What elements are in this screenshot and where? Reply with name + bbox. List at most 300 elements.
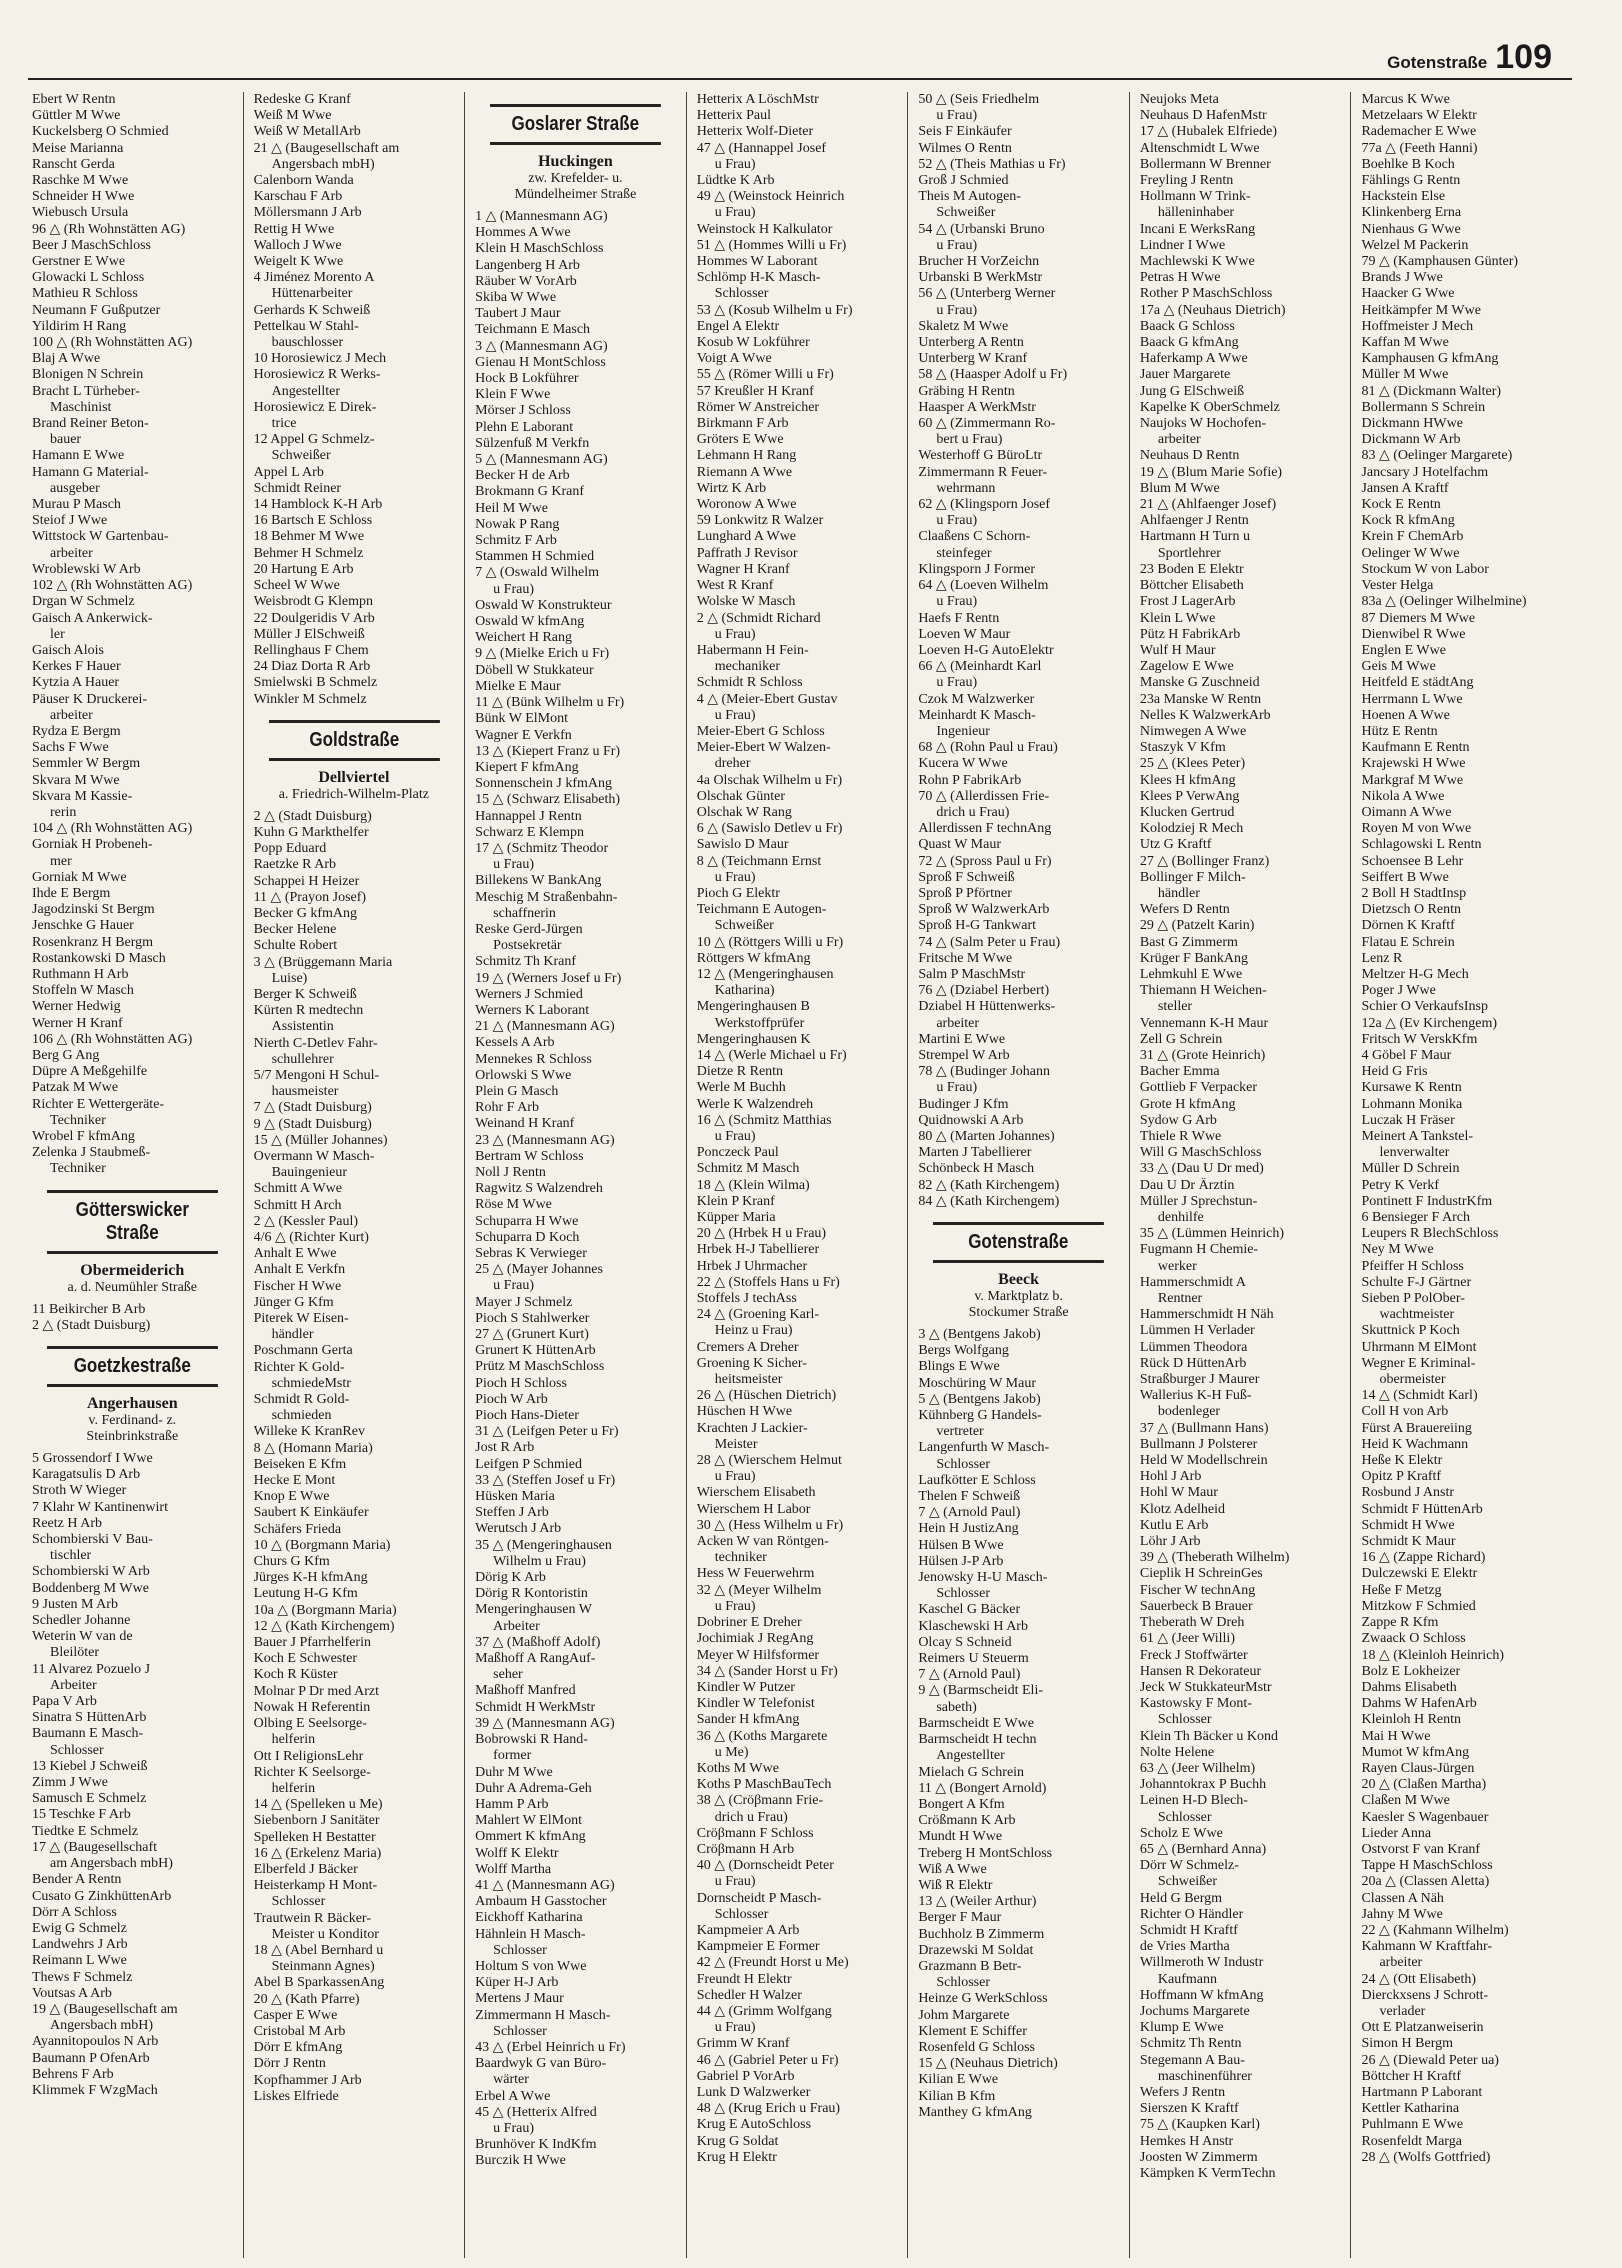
directory-entry: 3 △ (Brüggemann Maria <box>253 954 393 970</box>
directory-entry: Kerkes F Hauer <box>32 659 121 675</box>
directory-entry: 19 △ (Baugesellschaft am <box>32 2001 178 2017</box>
directory-entry: Berg G Ang <box>32 1047 100 1063</box>
directory-entry: Fugmann H Chemie- <box>1139 1242 1259 1258</box>
directory-entry: 18 Behmer M Wwe <box>253 529 365 545</box>
directory-entry: Baumann E Masch- <box>32 1726 144 1742</box>
directory-entry: Schweißer <box>714 918 774 934</box>
directory-entry: Meschig M Straßenbahn- <box>475 889 618 905</box>
directory-entry: Kucera W Wwe <box>918 756 1008 772</box>
directory-entry: Kaufmann <box>1157 1971 1217 1987</box>
directory-entry: Zimmermann R Feuer- <box>918 464 1048 480</box>
directory-entry: 43 △ (Erbel Heinrich u Fr) <box>475 2039 626 2055</box>
directory-entry: Trautwein R Bäcker- <box>253 1910 371 1926</box>
directory-entry: 9 △ (Mielke Erich u Fr) <box>475 646 610 662</box>
directory-entry: 70 △ (Allerdissen Frie- <box>918 788 1050 804</box>
directory-entry: 2 △ (Schmidt Richard <box>696 610 821 626</box>
directory-entry: 23 △ (Mannesmann AG) <box>475 1132 615 1148</box>
directory-entry: Acken W van Röntgen- <box>696 1534 829 1550</box>
directory-entry: Mengeringhausen B <box>696 999 810 1015</box>
directory-entry: Stegemann A Bau- <box>1139 2052 1245 2068</box>
directory-entry: 20 △ (Kath Pfarre) <box>253 1991 360 2007</box>
directory-entry: 15 △ (Neuhaus Dietrich) <box>918 2056 1058 2072</box>
directory-entry: Nikola A Wwe <box>1361 788 1445 804</box>
directory-entry: Mai H Wwe <box>1361 1728 1431 1744</box>
directory-entry: Kopfhammer J Arb <box>253 2072 362 2088</box>
directory-entry: Reimers U Steuerm <box>918 1651 1029 1667</box>
directory-entry: Rohr F Arb <box>475 1100 539 1116</box>
directory-entry: Müller J Sprechstun- <box>1139 1193 1258 1209</box>
directory-entry: Ragwitz S Walzendreh <box>475 1181 603 1197</box>
directory-entry: Nowak P Rang <box>475 516 560 532</box>
directory-entry: Zagelow E Wwe <box>1139 659 1234 675</box>
directory-entry: Lunghard A Wwe <box>696 529 797 545</box>
directory-entry: Angestellter <box>271 383 340 399</box>
directory-entry: Jost R Arb <box>475 1440 535 1456</box>
directory-entry: Werners K Laborant <box>475 1002 590 1018</box>
directory-entry: Haferkamp A Wwe <box>1139 351 1248 367</box>
directory-entry: Glowacki L Schloss <box>32 270 145 286</box>
directory-entry: 23a Manske W Rentn <box>1139 691 1262 707</box>
directory-entry: Krachten J Lackier- <box>696 1420 808 1436</box>
directory-entry: Kutlu E Arb <box>1139 1517 1209 1533</box>
directory-entry: Hannappel J Rentn <box>475 808 582 824</box>
directory-entry: Schmidt F HüttenArb <box>1361 1501 1483 1517</box>
directory-entry: 49 △ (Weinstock Heinrich <box>696 189 845 205</box>
directory-entry: Schäfers Frieda <box>253 1521 342 1537</box>
directory-entry: Rellinghaus F Chem <box>253 642 369 658</box>
directory-entry: Bauer J Pfarrhelferin <box>253 1635 371 1651</box>
column-7 <box>1350 92 1572 2258</box>
street-section <box>32 1190 233 1296</box>
directory-entry: Klein F Wwe <box>475 387 551 403</box>
directory-entry: Schmidt K Maur <box>1361 1534 1456 1550</box>
directory-entry: Theis M Autogen- <box>918 189 1021 205</box>
directory-entry: Hetterix A LöschMstr <box>696 92 819 107</box>
directory-entry: drich u Frau) <box>936 804 1010 820</box>
directory-entry: Bolz E Lokheizer <box>1361 1663 1461 1679</box>
directory-entry: Willeke K KranRev <box>253 1424 365 1440</box>
directory-entry: obermeister <box>1379 1372 1446 1388</box>
directory-entry: Schönbeck H Masch <box>918 1161 1035 1177</box>
directory-entry: Hamann G Material- <box>32 464 149 480</box>
directory-entry: Sauerbeck B Brauer <box>1139 1598 1253 1614</box>
directory-entry: Oelinger W Wwe <box>1361 545 1460 561</box>
directory-entry: Sülzenfuß M Verkfn <box>475 435 590 451</box>
directory-entry: 4 △ (Meier-Ebert Gustav <box>696 691 838 707</box>
directory-entry: Claaßens C Schorn- <box>918 529 1031 545</box>
directory-entry: Bauingenieur <box>271 1165 347 1181</box>
directory-entry: Stroth W Wieger <box>32 1483 127 1499</box>
directory-entry: Zimmermann H Masch- <box>475 2007 611 2023</box>
directory-entry: Schmidt Reiner <box>253 480 342 496</box>
directory-entry: Drgan W Schmelz <box>32 594 135 610</box>
directory-entry: Schedler Johanne <box>32 1613 131 1629</box>
directory-entry: 7 Klahr W Kantinenwirt <box>32 1499 168 1515</box>
directory-entry: Wittstock W Gartenbau- <box>32 529 169 545</box>
directory-entry: Rück D HüttenArb <box>1139 1355 1247 1371</box>
directory-entry: 57 Kreußler H Kranf <box>696 383 814 399</box>
directory-entry: 37 △ (Bullmann Hans) <box>1139 1420 1269 1436</box>
directory-entry: 68 △ (Rohn Paul u Frau) <box>918 740 1058 756</box>
directory-entry: Hüsken Maria <box>475 1489 555 1505</box>
directory-entry: u Frau) <box>714 2020 756 2036</box>
directory-entry: 5 △ (Bentgens Jakob) <box>918 1391 1041 1407</box>
directory-entry: Skvara M Wwe <box>32 772 120 788</box>
directory-entry: 13 △ (Kiepert Franz u Fr) <box>475 743 621 759</box>
directory-entry: Schweißer <box>936 205 996 221</box>
directory-entry: Schmidt R Schloss <box>696 675 803 691</box>
directory-entry: Olschak Günter <box>696 788 785 804</box>
directory-entry: Koch R Küster <box>253 1667 338 1683</box>
directory-entry: Boddenberg M Wwe <box>32 1580 149 1596</box>
directory-entry: Blaj A Wwe <box>32 351 101 367</box>
directory-entry: Arbeiter <box>493 1618 540 1634</box>
directory-entry: Teichmann E Autogen- <box>696 902 827 918</box>
directory-entry: Rettig H Wwe <box>253 221 335 237</box>
directory-entry: Leifgen P Schmied <box>475 1456 582 1472</box>
directory-entry: Anhalt E Verkfn <box>253 1262 346 1278</box>
directory-entry: Pioch G Elektr <box>696 885 780 901</box>
directory-entry: 16 △ (Erkelenz Maria) <box>253 1845 382 1861</box>
directory-entry: Burczik H Wwe <box>475 2153 566 2169</box>
directory-entry: Schlosser <box>714 286 769 302</box>
directory-entry: Reimann L Wwe <box>32 1953 127 1969</box>
directory-entry: Pontinett F IndustrKfm <box>1361 1193 1493 1209</box>
directory-entry: u Frau) <box>936 675 978 691</box>
directory-entry: Weiß M Wwe <box>253 108 332 124</box>
directory-entry: 64 △ (Loeven Wilhelm <box>918 578 1049 594</box>
directory-entry: Grazmann B Betr- <box>918 1958 1022 1974</box>
directory-entry: 6 △ (Sawislo Detlev u Fr) <box>696 821 843 837</box>
directory-entry: Paffrath J Revisor <box>696 545 798 561</box>
directory-entry: Kindler W Putzer <box>696 1679 795 1695</box>
directory-entry: 74 △ (Salm Peter u Frau) <box>918 934 1061 950</box>
directory-entry: 50 △ (Seis Friedhelm <box>918 92 1040 107</box>
street-section <box>918 1222 1119 1321</box>
directory-entry: Meinert A Tankstel- <box>1361 1129 1473 1144</box>
directory-entry: Becker G kfmAng <box>253 905 357 921</box>
directory-entry: 45 △ (Hetterix Alfred <box>475 2104 597 2120</box>
directory-entry: Cröβmann F Schloss <box>696 1825 814 1841</box>
directory-entry: Becker Helene <box>253 922 337 938</box>
directory-entry: Hommes A Wwe <box>475 225 571 241</box>
directory-entry: Jünger G Kfm <box>253 1294 334 1310</box>
directory-entry: Kessels A Arb <box>475 1035 555 1051</box>
directory-entry: 1 △ (Mannesmann AG) <box>475 209 608 224</box>
directory-entry: Schmidt H Wwe <box>1361 1517 1455 1533</box>
directory-entry: Kiepert F kfmAng <box>475 759 579 775</box>
directory-entry: Hähnlein H Masch- <box>475 1926 586 1942</box>
directory-entry: Grimm W Kranf <box>696 2036 790 2052</box>
directory-entry: Haefs F Rentn <box>918 610 1000 626</box>
directory-entry: Hackstein Else <box>1361 189 1446 205</box>
directory-entry: Ingenieur <box>936 723 990 739</box>
directory-entry: Hammerschmidt H Näh <box>1139 1307 1274 1323</box>
directory-entry: Ostvorst F van Kranf <box>1361 1841 1481 1857</box>
directory-entry: Geis M Wwe <box>1361 659 1436 675</box>
directory-entry: 18 △ (Klein Wilma) <box>696 1177 810 1193</box>
directory-entry: Dickmann W Arb <box>1361 432 1461 448</box>
directory-entry: wärter <box>493 2072 529 2088</box>
street-range: Stockumer Straße <box>968 1305 1069 1321</box>
directory-entry: Liskes Elfriede <box>253 2088 339 2104</box>
street-title: Götterswicker Straße <box>47 1190 217 1254</box>
directory-entry: Krug E AutoSchloss <box>696 2117 812 2133</box>
directory-entry: Schmidt H WerkMstr <box>475 1699 596 1715</box>
directory-entry: 13 △ (Weiler Arthur) <box>918 1894 1037 1910</box>
directory-entry: Bracht L Türheber- <box>32 383 140 399</box>
directory-entry: Werutsch J Arb <box>475 1521 562 1537</box>
directory-entry: 78 △ (Budinger Johann <box>918 1064 1051 1080</box>
directory-entry: Ahlfaenger J Rentn <box>1139 513 1249 529</box>
directory-entry: Neumann F Gußputzer <box>32 302 161 318</box>
directory-entry: 26 △ (Hüschen Dietrich) <box>696 1388 837 1404</box>
directory-entry: Krug H Elektr <box>696 2149 777 2165</box>
directory-entry: u Frau) <box>714 869 756 885</box>
directory-entry: Lehmann H Rang <box>696 448 797 464</box>
directory-entry: Wilmes O Rentn <box>918 140 1012 156</box>
directory-entry: Röttgers W kfmAng <box>696 950 811 966</box>
directory-entry: 11 Alvarez Pozuelo J <box>32 1661 151 1677</box>
directory-entry: bert u Frau) <box>936 432 1003 448</box>
directory-entry: Thews F Schmelz <box>32 1969 133 1985</box>
directory-entry: Nowak H Referentin <box>253 1699 371 1715</box>
directory-entry: Dulczewski E Elektr <box>1361 1566 1478 1582</box>
directory-entry: Vester Helga <box>1361 578 1434 594</box>
directory-entry: 30 △ (Hess Wilhelm u Fr) <box>696 1517 844 1533</box>
directory-entry: Tappe H MaschSchloss <box>1361 1858 1493 1874</box>
directory-entry: 75 △ (Kaupken Karl) <box>1139 2117 1260 2133</box>
directory-entry: Hrbek H-J Tabellierer <box>696 1242 820 1258</box>
directory-entry: Haasper A WerkMstr <box>918 399 1036 415</box>
directory-entry: Herrmann L Wwe <box>1361 691 1463 707</box>
directory-entry: Schlosser <box>1157 1809 1212 1825</box>
directory-entry: 72 △ (Spross Paul u Fr) <box>918 853 1052 869</box>
directory-entry: Beer J MaschSchloss <box>32 237 151 253</box>
directory-entry: Wegner E Kriminal- <box>1361 1355 1476 1371</box>
directory-entry: drich u Frau) <box>714 1809 788 1825</box>
directory-entry: Quast W Maur <box>918 837 1002 853</box>
directory-entry: Kapelke K OberSchmelz <box>1139 399 1280 415</box>
directory-entry: Werner H Kranf <box>32 1015 123 1031</box>
directory-entry: Wallerius K-H Fuß- <box>1139 1388 1252 1404</box>
directory-entry: Hollmann W Trink- <box>1139 189 1251 205</box>
directory-entry: 24 △ (Groening Karl- <box>696 1307 820 1323</box>
directory-entry: Poger J Wwe <box>1361 983 1436 999</box>
directory-entry: Churs G Kfm <box>253 1554 330 1570</box>
directory-entry: Rosenfeld G Schloss <box>918 2039 1035 2055</box>
directory-entry: Mertens J Maur <box>475 1991 564 2007</box>
directory-entry: Hommes W Laborant <box>696 254 818 270</box>
directory-entry: Koths P MaschBauTech <box>696 1777 832 1793</box>
directory-entry: Incani E WerksRang <box>1139 221 1256 237</box>
directory-entry: 11 Beikircher B Arb <box>32 1301 146 1317</box>
directory-entry: Lohmann Monika <box>1361 1096 1463 1112</box>
directory-entry: Maschinist <box>50 399 112 415</box>
directory-entry: 77a △ (Feeth Hanni) <box>1361 140 1478 156</box>
directory-entry: Oimann A Wwe <box>1361 804 1452 820</box>
directory-entry: Richter K Gold- <box>253 1359 345 1375</box>
directory-entry: 2 △ (Stadt Duisburg) <box>253 808 372 824</box>
directory-entry: Brucher H VorZeichn <box>918 254 1040 270</box>
directory-entry: Jochums Margarete <box>1139 2003 1250 2019</box>
directory-entry: Mumot W kfmAng <box>1361 1744 1470 1760</box>
directory-entry: Rydza E Bergm <box>32 723 121 739</box>
directory-entry: Klein Th Bäcker u Kond <box>1139 1728 1279 1744</box>
directory-entry: Mielke E Maur <box>475 678 561 694</box>
directory-entry: 21 △ (Ahlfaenger Josef) <box>1139 497 1277 513</box>
street-range: Mündelheimer Straße <box>514 187 637 202</box>
directory-entry: Hüttenarbeiter <box>271 286 353 302</box>
directory-entry: am Angersbach mbH) <box>50 1856 173 1872</box>
directory-entry: Nienhaus G Wwe <box>1361 221 1461 237</box>
directory-entry: Jansen A Kraftf <box>1361 480 1449 496</box>
directory-entry: bauer <box>50 432 82 448</box>
directory-entry: Richter K Seelsorge- <box>253 1764 371 1780</box>
directory-entry: Dziabel H Hüttenwerks- <box>918 999 1056 1015</box>
directory-entry: Jagodzinski St Bergm <box>32 902 155 918</box>
column-1 <box>28 92 243 2258</box>
directory-entry: Meier-Ebert W Walzen- <box>696 740 831 756</box>
directory-entry: u Frau) <box>493 581 534 597</box>
directory-entry: Hohl W Maur <box>1139 1485 1218 1501</box>
directory-entry: 10 △ (Borgmann Maria) <box>253 1537 391 1553</box>
directory-entry: wehrmann <box>936 480 996 496</box>
directory-entry: 15 △ (Schwarz Elisabeth) <box>475 792 621 808</box>
directory-entry: 12a △ (Ev Kirchengem) <box>1361 1015 1498 1031</box>
directory-entry: Joosten W Zimmerm <box>1139 2149 1258 2165</box>
directory-entry: Will G MaschSchloss <box>1139 1145 1262 1161</box>
directory-entry: Schmitt A Wwe <box>253 1181 342 1197</box>
directory-entry: Klimmek F WzgMach <box>32 2082 158 2098</box>
directory-entry: arbeiter <box>50 707 93 723</box>
directory-entry: Petras H Wwe <box>1139 270 1221 286</box>
directory-entry: 5/7 Mengoni H Schul- <box>253 1067 380 1083</box>
directory-entry: Skvara M Kassie- <box>32 788 133 804</box>
directory-entry: Dahms W HafenArb <box>1361 1696 1477 1712</box>
directory-entry: Knop E Wwe <box>253 1489 330 1505</box>
directory-entry: Drazewski M Soldat <box>918 1942 1034 1958</box>
directory-entry: 3 △ (Bentgens Jakob) <box>918 1327 1041 1343</box>
directory-entry: Luise) <box>271 970 308 986</box>
directory-entry: 3 △ (Mannesmann AG) <box>475 338 608 354</box>
directory-entry: 21 △ (Mannesmann AG) <box>475 1019 615 1035</box>
directory-entry: Straßburger J Maurer <box>1139 1372 1260 1388</box>
directory-entry: Sproß H-G Tankwart <box>918 918 1037 934</box>
directory-entry: Urbanski B WerkMstr <box>918 270 1043 286</box>
directory-entry: Siebenborn J Sanitäter <box>253 1813 380 1829</box>
directory-entry: u Me) <box>714 1744 749 1760</box>
directory-entry: Birkmann F Arb <box>696 416 789 432</box>
directory-entry: Mengeringhausen W <box>475 1602 592 1618</box>
directory-entry: 33 △ (Dau U Dr med) <box>1139 1161 1264 1177</box>
directory-entry: Poschmann Gerta <box>253 1343 353 1359</box>
directory-entry: Schmidt H Kraftf <box>1139 1922 1238 1938</box>
street-range: a. Friedrich-Wilhelm-Platz <box>278 786 429 802</box>
directory-entry: Johm Margarete <box>918 2007 1010 2023</box>
directory-entry: Skuttnick P Koch <box>1361 1323 1460 1339</box>
directory-entry: 2 △ (Kessler Paul) <box>253 1213 359 1229</box>
directory-entry: denhilfe <box>1157 1210 1204 1226</box>
directory-entry: Weterin W van de <box>32 1629 133 1645</box>
directory-entry: Boehlke B Koch <box>1361 156 1455 172</box>
directory-entry: hausmeister <box>271 1084 339 1100</box>
directory-entry: Dörnen K Kraftf <box>1361 918 1455 934</box>
district-name: Huckingen <box>538 153 613 170</box>
directory-entry: Wierschem H Labor <box>696 1501 811 1517</box>
directory-entry: Kilian B Kfm <box>918 2088 996 2104</box>
directory-entry: Dörr W Schmelz- <box>1139 1858 1239 1874</box>
directory-entry: Voigt A Wwe <box>696 351 772 367</box>
directory-entry: Nierth C-Detlev Fahr- <box>253 1035 378 1051</box>
directory-entry: 10 Horosiewicz J Mech <box>253 351 387 367</box>
directory-entry: Wrobel F kfmAng <box>32 1129 135 1144</box>
directory-entry: Blings E Wwe <box>918 1359 1000 1375</box>
street-range: Steinbrinkstraße <box>86 1429 179 1445</box>
directory-entry: u Frau) <box>714 205 756 221</box>
directory-entry: 9 △ (Barmscheidt Eli- <box>918 1683 1043 1699</box>
directory-entry: 22 △ (Stoffels Hans u Fr) <box>696 1274 840 1290</box>
directory-entry: Czok M Walzwerker <box>918 691 1035 707</box>
directory-entry: 26 △ (Diewald Peter ua) <box>1361 2052 1499 2068</box>
directory-entry: Hock B Lokführer <box>475 371 579 387</box>
directory-entry: Wierschem Elisabeth <box>696 1485 816 1501</box>
directory-entry: Meltzer H-G Mech <box>1361 966 1469 982</box>
directory-entry: Stammen H Schmied <box>475 549 595 565</box>
district-name: Angerhausen <box>86 1395 178 1413</box>
directory-entry: Küpper Maria <box>696 1210 776 1226</box>
directory-entry: Groening K Sicher- <box>696 1355 807 1371</box>
directory-entry: Richter E Wettergeräte- <box>32 1096 165 1112</box>
district-name: Obermeiderich <box>80 1261 185 1279</box>
directory-entry: 21 △ (Baugesellschaft am <box>253 140 400 156</box>
directory-entry: Maßhoff Manfred <box>475 1683 576 1699</box>
directory-entry: Heitkämpfer M Wwe <box>1361 302 1481 318</box>
directory-entry: Weinstock H Kalkulator <box>696 221 833 237</box>
directory-entry: Bollermann W Brenner <box>1139 156 1271 172</box>
directory-entry: Gienau H MontSchloss <box>475 354 606 370</box>
directory-entry: 63 △ (Jeer Wilhelm) <box>1139 1760 1256 1776</box>
directory-entry: Schweißer <box>271 448 331 464</box>
directory-entry: Weisbrodt G Klempn <box>253 594 373 610</box>
directory-entry: 47 △ (Hannappel Josef <box>696 140 827 156</box>
street-title: Goetzkestraße <box>47 1346 217 1387</box>
directory-entry: Rostankowski D Masch <box>32 950 166 966</box>
directory-entry: Ebert W Rentn <box>32 92 116 107</box>
directory-entry: 18 △ (Abel Bernhard u <box>253 1942 384 1958</box>
street-range: v. Marktplatz b. <box>974 1289 1063 1305</box>
directory-entry: Reske Gerd-Jürgen <box>475 921 583 937</box>
directory-entry: Sander H kfmAng <box>696 1712 800 1728</box>
street-section <box>254 720 455 803</box>
directory-entry: u Frau) <box>714 156 756 172</box>
directory-entry: Heid K Wachmann <box>1361 1436 1469 1452</box>
directory-entry: u Frau) <box>493 1278 534 1294</box>
directory-entry: schullehrer <box>271 1051 334 1067</box>
directory-entry: helferin <box>271 1732 316 1748</box>
directory-entry: Schlosser <box>936 1975 990 1991</box>
directory-entry: 46 △ (Gabriel Peter u Fr) <box>696 2052 839 2068</box>
directory-entry: Quidnowski A Arb <box>918 1112 1024 1128</box>
directory-entry: Schlosser <box>1157 1712 1212 1728</box>
directory-entry: Wilhelm u Frau) <box>493 1553 586 1569</box>
directory-entry: Kühnberg G Handels- <box>918 1408 1042 1424</box>
directory-entry: Klees P VerwAng <box>1139 788 1240 804</box>
directory-entry: Wiebusch Ursula <box>32 205 129 221</box>
directory-entry: Steffen J Arb <box>475 1505 549 1521</box>
directory-entry: Böttcher Elisabeth <box>1139 578 1244 594</box>
directory-entry: 7 △ (Arnold Paul) <box>918 1667 1021 1683</box>
